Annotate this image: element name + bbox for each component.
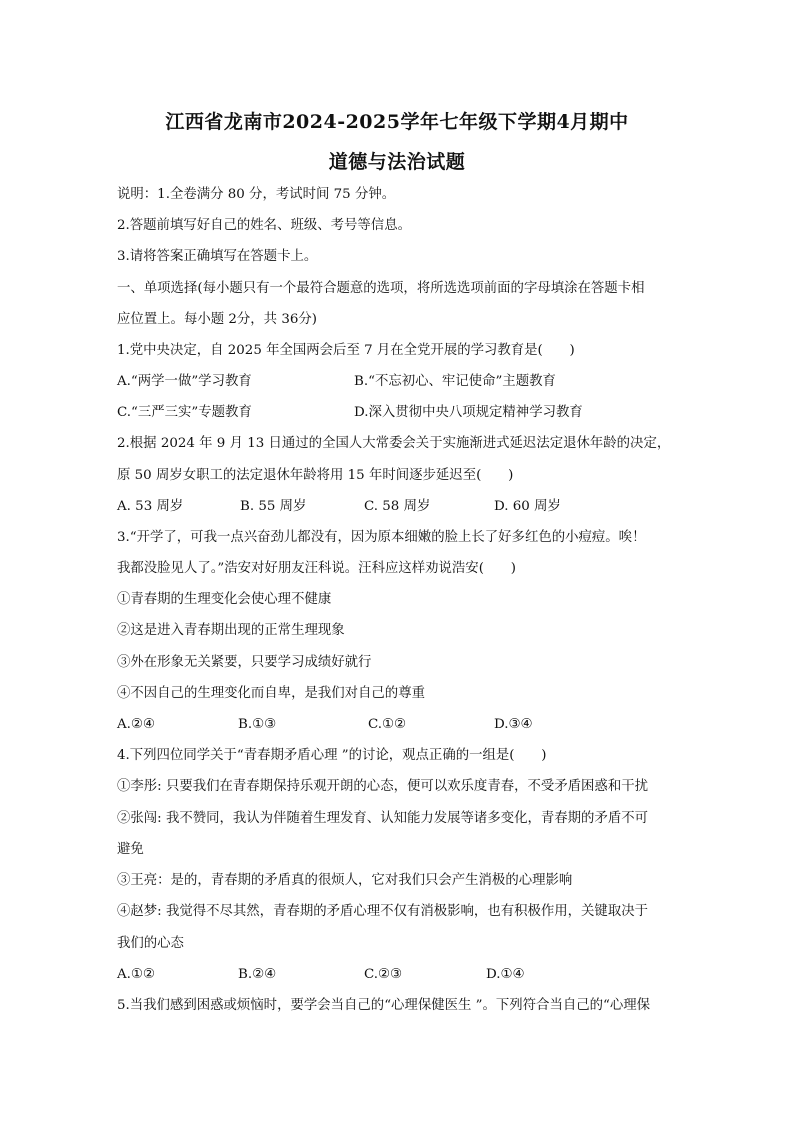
q4-statement-4-cont: 我们的心态: [117, 936, 184, 951]
q1-option-c: C.“三严三实”专题教育: [117, 405, 252, 420]
q3-statement-2: ②这是进入青春期出现的正常生理现象: [117, 623, 345, 638]
q3-stem-cont: 我都没脸见人了。”浩安对好朋友汪科说。汪科应这样劝说浩安( ): [117, 561, 516, 576]
q2-stem-cont: 原 50 周岁女职工的法定退休年龄将用 15 年时间逐步延迟至( ): [117, 468, 514, 483]
q3-stem: 3.“开学了，可我一点兴奋劲儿都没有，因为原本细嫩的脸上长了好多红色的小痘痘。唉！: [117, 530, 646, 545]
exam-subject-title: 道德与法治试题: [328, 151, 466, 173]
q4-option-d: D.①④: [486, 967, 525, 982]
instruction-3: 3.请将答案正确填写在答题卡上。: [117, 249, 318, 264]
q2-option-a: A. 53 周岁: [117, 499, 184, 514]
q3-option-a: A.②④: [117, 717, 155, 732]
q4-option-a: A.①②: [117, 967, 155, 982]
q3-statement-3: ③外在形象无关紧要，只要学习成绩好就行: [117, 655, 372, 670]
q1-option-a: A.“两学一做”学习教育: [117, 374, 252, 389]
q3-option-b: B.①③: [238, 717, 277, 732]
section-heading: 一、单项选择(每小题只有一个最符合题意的选项，将所选选项前面的字母填涂在答题卡相: [117, 281, 645, 296]
q3-statement-4: ④不因自己的生理变化而自卑，是我们对自己的尊重: [117, 686, 425, 701]
q3-option-c: C.①②: [368, 717, 407, 732]
q3-option-d: D.③④: [494, 717, 533, 732]
q4-statement-2-cont: 避免: [117, 842, 144, 857]
q4-statement-4: ④赵梦: 我觉得不尽其然，青春期的矛盾心理不仅有消极影响，也有积极作用，关键取决于: [117, 904, 648, 919]
q1-stem: 1.党中央决定，自 2025 年全国两会后至 7 月在全党开展的学习教育是( ): [117, 343, 575, 358]
q4-stem: 4.下列四位同学关于“青春期矛盾心理 ”的讨论，观点正确的一组是( ): [117, 748, 547, 763]
q4-option-b: B.②④: [238, 967, 277, 982]
q4-option-c: C.②③: [364, 967, 403, 982]
q4-statement-3: ③王亮：是的，青春期的矛盾真的很烦人，它对我们只会产生消极的心理影响: [117, 873, 573, 888]
q2-stem: 2.根据 2024 年 9 月 13 日通过的全国人大常委会关于实施渐进式延迟法定退休年龄的决定，: [117, 436, 671, 451]
q4-statement-1: ①李彤: 只要我们在青春期保持乐观开朗的心态，便可以欢乐度青春，不受矛盾困惑和干扰: [117, 779, 648, 794]
q3-statement-1: ①青春期的生理变化会使心理不健康: [117, 592, 332, 607]
section-heading-cont: 应位置上。每小题 2分，共 36分): [117, 312, 317, 327]
q2-option-d: D. 60 周岁: [494, 499, 561, 514]
q5-stem: 5.当我们感到困惑或烦恼时，要学会当自己的“心理保健医生 ”。下列符合当自己的“心理保: [117, 998, 651, 1013]
instruction-1: 说明：1.全卷满分 80 分，考试时间 75 分钟。: [117, 187, 396, 202]
q2-option-c: C. 58 周岁: [364, 499, 431, 514]
exam-title: 江西省龙南市2024-2025学年七年级下学期4月期中: [165, 111, 629, 133]
instruction-2: 2.答题前填写好自己的姓名、班级、考号等信息。: [117, 218, 411, 233]
q2-option-b: B. 55 周岁: [240, 499, 307, 514]
q1-option-b: B.“不忘初心、牢记使命”主题教育: [354, 374, 556, 389]
q4-statement-2: ②张闯: 我不赞同，我认为伴随着生理发育、认知能力发展等诸多变化，青春期的矛盾不可: [117, 811, 648, 826]
q1-option-d: D.深入贯彻中央八项规定精神学习教育: [354, 405, 583, 420]
